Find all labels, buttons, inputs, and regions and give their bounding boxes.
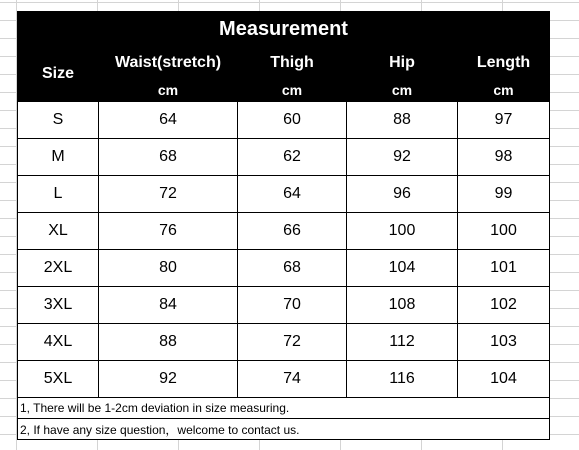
size-cell: 2XL [18, 250, 99, 287]
table-row [18, 250, 550, 287]
waist-cell: 72 [99, 176, 238, 213]
unit-hip: cm [347, 79, 458, 102]
unit-waist: cm [99, 79, 238, 102]
thigh-cell: 68 [238, 250, 347, 287]
header-row [18, 47, 550, 79]
table-row [18, 139, 550, 176]
column-header-thigh: Thigh [238, 47, 347, 79]
size-cell: XL [18, 213, 99, 250]
size-cell: 4XL [18, 324, 99, 361]
waist-cell: 68 [99, 139, 238, 176]
thigh-cell: 60 [238, 102, 347, 139]
note-deviation: 1, There will be 1-2cm deviation in size measuring. [18, 398, 550, 419]
thigh-cell: 66 [238, 213, 347, 250]
size-cell: 3XL [18, 287, 99, 324]
hip-cell: 92 [347, 139, 458, 176]
table-row [18, 176, 550, 213]
table-row [18, 102, 550, 139]
size-cell: L [18, 176, 99, 213]
hip-cell: 108 [347, 287, 458, 324]
unit-length: cm [458, 79, 550, 102]
table-title: Measurement [18, 12, 550, 47]
column-header-hip: Hip [347, 47, 458, 79]
length-cell: 97 [458, 102, 550, 139]
hip-cell: 96 [347, 176, 458, 213]
table-row [18, 287, 550, 324]
thigh-cell: 70 [238, 287, 347, 324]
length-cell: 99 [458, 176, 550, 213]
waist-cell: 88 [99, 324, 238, 361]
table-row [18, 361, 550, 398]
size-chart-table [17, 11, 550, 440]
waist-cell: 92 [99, 361, 238, 398]
size-cell: M [18, 139, 99, 176]
size-cell: S [18, 102, 99, 139]
column-header-waist: Waist(stretch) [99, 47, 238, 79]
thigh-cell: 74 [238, 361, 347, 398]
unit-thigh: cm [238, 79, 347, 102]
hip-cell: 100 [347, 213, 458, 250]
note-contact: 2, If have any size question，welcome to contact us. [18, 419, 550, 440]
length-cell: 104 [458, 361, 550, 398]
hip-cell: 112 [347, 324, 458, 361]
thigh-cell: 64 [238, 176, 347, 213]
hip-cell: 88 [347, 102, 458, 139]
thigh-cell: 62 [238, 139, 347, 176]
note-row [18, 419, 550, 440]
length-cell: 101 [458, 250, 550, 287]
waist-cell: 64 [99, 102, 238, 139]
waist-cell: 80 [99, 250, 238, 287]
waist-cell: 84 [99, 287, 238, 324]
waist-cell: 76 [99, 213, 238, 250]
length-cell: 98 [458, 139, 550, 176]
length-cell: 100 [458, 213, 550, 250]
note-row [18, 398, 550, 419]
hip-cell: 104 [347, 250, 458, 287]
length-cell: 103 [458, 324, 550, 361]
table-row [18, 213, 550, 250]
size-cell: 5XL [18, 361, 99, 398]
hip-cell: 116 [347, 361, 458, 398]
size-header: Size [18, 47, 99, 102]
title-row [18, 12, 550, 47]
length-cell: 102 [458, 287, 550, 324]
table-row [18, 324, 550, 361]
thigh-cell: 72 [238, 324, 347, 361]
column-header-length: Length [458, 47, 550, 79]
